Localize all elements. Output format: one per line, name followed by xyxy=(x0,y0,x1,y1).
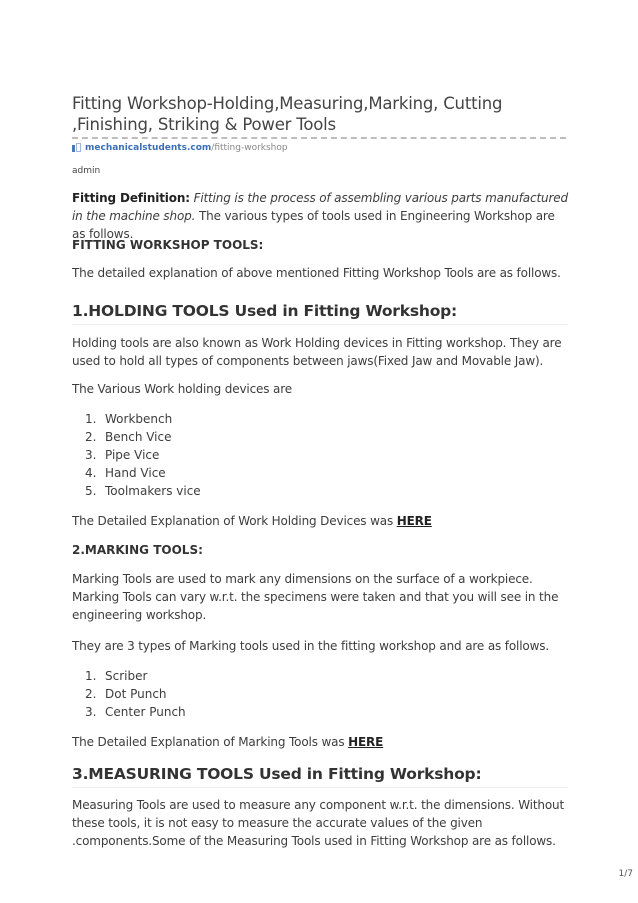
source-url[interactable] xyxy=(72,143,288,153)
marking-paragraph: Marking Tools are used to mark any dimensions on the surface of a workpiece. Marking Tools can vary w.r.t. the specimens were taken and that you will see in the engineering workshop. xyxy=(72,572,559,622)
list-item: 1. Scriber xyxy=(85,669,148,683)
holding-intro: The Various Work holding devices are xyxy=(72,382,293,396)
author-name: admin xyxy=(72,166,101,176)
list-item: 1. Workbench xyxy=(85,412,173,426)
definition-italic: Fitting is the process of assembling various parts manufactured in the machine shop. xyxy=(72,191,568,223)
holding-paragraph: Holding tools are also known as Work Holding devices in Fitting workshop. They are used to hold all types of components between jaws(Fixed Jaw and Movable Jaw). xyxy=(72,336,562,368)
list-item: 2. Dot Punch xyxy=(85,687,167,701)
site-logo-icon xyxy=(72,143,82,153)
definition-label: Fitting Definition: xyxy=(72,191,190,205)
measuring-paragraph: Measuring Tools are used to measure any component w.r.t. the dimensions. Without these tools, it is not easy to measure the accurate values of the given .components.Some of the Measuring Tools used in Fitting Workshop are as follows. xyxy=(72,798,565,848)
holding-heading: 1.HOLDING TOOLS Used in Fitting Workshop: xyxy=(72,302,568,325)
marking-here-link[interactable]: HERE xyxy=(348,735,384,749)
marking-heading: 2.MARKING TOOLS: xyxy=(72,543,203,557)
list-item: 4. Hand Vice xyxy=(85,466,166,480)
page-number: 1/7 xyxy=(618,869,633,879)
page-title: Fitting Workshop-Holding,Measuring,Marking, Cutting ,Finishing, Striking & Power Tools xyxy=(72,94,503,134)
marking-intro: They are 3 types of Marking tools used in the fitting workshop and are as follows. xyxy=(72,639,550,653)
measuring-heading: 3.MEASURING TOOLS Used in Fitting Workshop: xyxy=(72,765,568,788)
list-item: 3. Pipe Vice xyxy=(85,448,160,462)
definition-paragraph xyxy=(72,189,568,243)
holding-here-link[interactable]: HERE xyxy=(396,514,432,528)
definition-rest: The various types of tools used in Engineering Workshop are as follows. xyxy=(72,209,555,241)
tools-intro: The detailed explanation of above mentioned Fitting Workshop Tools are as follows. xyxy=(72,266,561,280)
marking-detail: The Detailed Explanation of Marking Tools was HERE xyxy=(72,735,384,749)
title-divider xyxy=(72,137,566,139)
list-item: 5. Toolmakers vice xyxy=(85,484,201,498)
source-path: /fitting-workshop xyxy=(211,143,288,153)
source-domain: mechanicalstudents.com xyxy=(85,143,212,153)
holding-detail: The Detailed Explanation of Work Holding Devices was HERE xyxy=(72,514,432,528)
list-item: 3. Center Punch xyxy=(85,705,186,719)
tools-heading: FITTING WORKSHOP TOOLS: xyxy=(72,238,264,252)
holding-list xyxy=(72,410,201,500)
list-item: 2. Bench Vice xyxy=(85,430,172,444)
marking-list xyxy=(72,667,186,721)
